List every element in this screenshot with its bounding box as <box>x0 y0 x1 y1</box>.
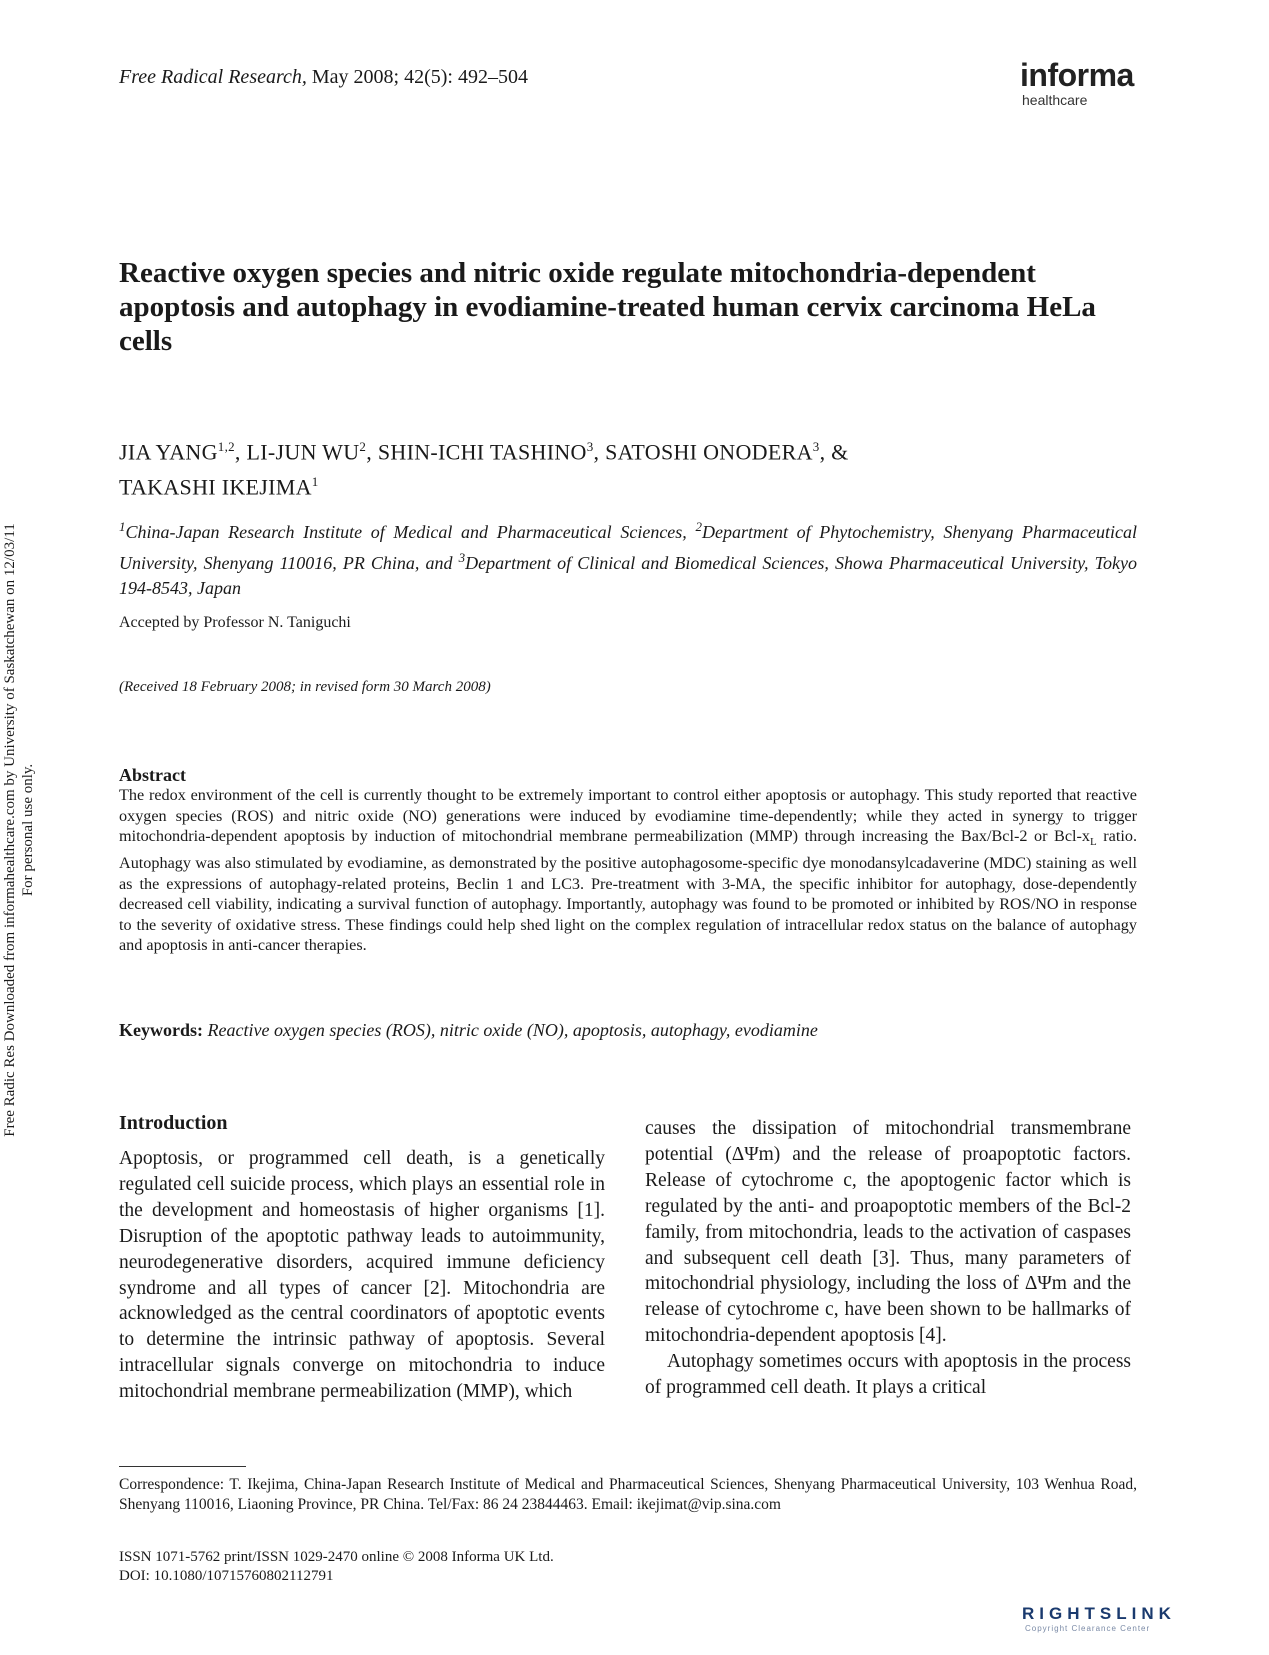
intro-paragraph: causes the dissipation of mitochondrial transmembrane potential (ΔΨm) and the release of proapoptotic factors. Release of cytochrome c, the apoptogenic factor which is regulated by the anti- and proapoptotic members of the Bcl-2 family, from mitochondria, leads to the activation of caspases and subsequent cell death [3]. Thus, many parameters of mitochondrial physiology, including the loss of ΔΨm and the release of cytochrome c, have been shown to be hallmarks of mitochondria-dependent apoptosis [4]. <box>645 1118 1131 1347</box>
author-affiliation-mark: 1,2 <box>217 439 235 454</box>
affiliation-mark: 2 <box>695 519 702 534</box>
affiliation-mark: 3 <box>458 550 466 565</box>
issn-line: ISSN 1071-5762 print/ISSN 1029-2470 online © 2008 Informa UK Ltd. <box>119 1549 554 1565</box>
author-affiliation-mark: 3 <box>812 439 820 454</box>
affiliation-mark: 1 <box>119 519 126 534</box>
author-name: JIA YANG <box>119 439 218 465</box>
article-title: Reactive oxygen species and nitric oxide regulate mitochondria-dependent apoptosis and autophagy in evodiamine-treated human cervix carcinoma HeLa cells <box>119 257 1096 357</box>
rightslink-text: RIGHTSLINK <box>1022 1604 1176 1623</box>
journal-citation <box>119 66 528 89</box>
affiliations <box>119 514 1137 601</box>
affiliation-text: Department of Clinical and Biomedical Sciences, Showa Pharmaceutical University, Tokyo 194-8543, Japan <box>119 553 1137 598</box>
rightslink-logo[interactable] <box>1022 1604 1257 1633</box>
journal-issue: May 2008; 42(5): 492–504 <box>306 66 528 88</box>
correspondence-note: Correspondence: T. Ikejima, China-Japan Research Institute of Medical and Pharmaceutical Sciences, Shenyang Pharmaceutical University, 103 Wenhua Road, Shenyang 110016, Liaoning Province, PR China. Tel/Fax: 86 24 23844463. Email: ikejimat@vip.sina.com <box>119 1476 1137 1513</box>
download-watermark <box>1 480 37 1180</box>
author-separator: , <box>366 439 378 465</box>
author-name: TAKASHI IKEJIMA <box>119 474 312 500</box>
journal-name: Free Radical Research, <box>119 66 307 88</box>
intro-paragraph: Autophagy sometimes occurs with apoptosis in the process of programmed cell death. It plays a critical <box>645 1351 1131 1399</box>
author-affiliation-mark: 2 <box>359 439 367 454</box>
author-separator: , <box>593 439 606 465</box>
affiliation-text: China-Japan Research Institute of Medical and Pharmaceutical Sciences, <box>125 522 696 542</box>
received-dates: (Received 18 February 2008; in revised form 30 March 2008) <box>119 679 491 695</box>
author-name: SHIN-ICHI TASHINO <box>377 439 587 465</box>
introduction-heading: Introduction <box>119 1112 228 1134</box>
keywords-label: Keywords: <box>119 1020 203 1040</box>
author-separator: , <box>234 439 247 465</box>
author-name: LI-JUN WU <box>246 439 360 465</box>
intro-left-column <box>119 1146 605 1405</box>
abstract-heading: Abstract <box>119 765 186 785</box>
author-affiliation-mark: 3 <box>586 439 594 454</box>
affiliation-text: Department of Phytochemistry, Shenyang Pharmaceutical University, Shenyang 110016, PR China, and <box>119 522 1138 573</box>
keywords <box>119 1020 1137 1041</box>
accepted-by: Accepted by Professor N. Taniguchi <box>119 614 351 631</box>
logo-sub-text: healthcare <box>1022 92 1088 108</box>
author-affiliation-mark: 1 <box>311 474 319 490</box>
abstract-body <box>119 785 1137 956</box>
watermark-line: For personal use only. <box>20 763 36 897</box>
issn-block <box>119 1548 554 1586</box>
rightslink-subtext: Copyright Clearance Center <box>1025 1624 1151 1633</box>
intro-right-column <box>645 1116 1131 1401</box>
watermark-line: Free Radic Res Downloaded from informahealthcare.com by University of Saskatchewan on 12/03/11 <box>2 523 18 1137</box>
abstract-text-cont: ratio. Autophagy was also stimulated by evodiamine, as demonstrated by the positive autophagosome-specific dye monodansylcadaverine (MDC) staining as well as the expressions of autophagy-related proteins, Beclin 1 and LC3. Pre-treatment with 3-MA, the specific inhibitor for autophagy, dose-dependently decreased cell viability, indicating a survival function of autophagy. Importantly, autophagy was found to be promoted or inhibited by ROS/NO in response to the severity of oxidative stress. These findings could help shed light on the complex regulation of intracellular redox status on the balance of autophagy and apoptosis in anti-cancer therapies. <box>119 827 1137 955</box>
logo-main-text: informa <box>1020 57 1134 93</box>
footnote-divider <box>119 1466 246 1467</box>
abstract-text: The redox environment of the cell is currently thought to be extremely important to control either apoptosis or autophagy. This study reported that reactive oxygen species (ROS) and nitric oxide (NO) generations were induced by evodiamine time-dependently; while they acted in synergy to trigger mitochondria-dependent apoptosis by induction of mitochondrial membrane permeabilization (MMP) through increasing the Bax/Bcl-2 or Bcl-x <box>119 786 1137 846</box>
author-list <box>119 432 1149 503</box>
publisher-logo <box>1020 58 1140 108</box>
doi-line: DOI: 10.1080/10715760802112791 <box>119 1568 334 1584</box>
author-separator: , & <box>819 439 849 465</box>
author-name: SATOSHI ONODERA <box>605 439 813 465</box>
abstract-subscript: L <box>1090 836 1097 849</box>
intro-paragraph: Apoptosis, or programmed cell death, is a genetically regulated cell suicide process, which plays an essential role in the development and homeostasis of higher organisms [1]. Disruption of the apoptotic pathway leads to autoimmunity, neurodegenerative disorders, acquired immune deficiency syndrome and all types of cancer [2]. Mitochondria are acknowledged as the central coordinators of apoptotic events to determine the intrinsic pathway of apoptosis. Several intracellular signals converge on mitochondria to induce mitochondrial membrane permeabilization (MMP), which <box>119 1148 605 1403</box>
keywords-text: Reactive oxygen species (ROS), nitric oxide (NO), apoptosis, autophagy, evodiamine <box>203 1020 818 1040</box>
